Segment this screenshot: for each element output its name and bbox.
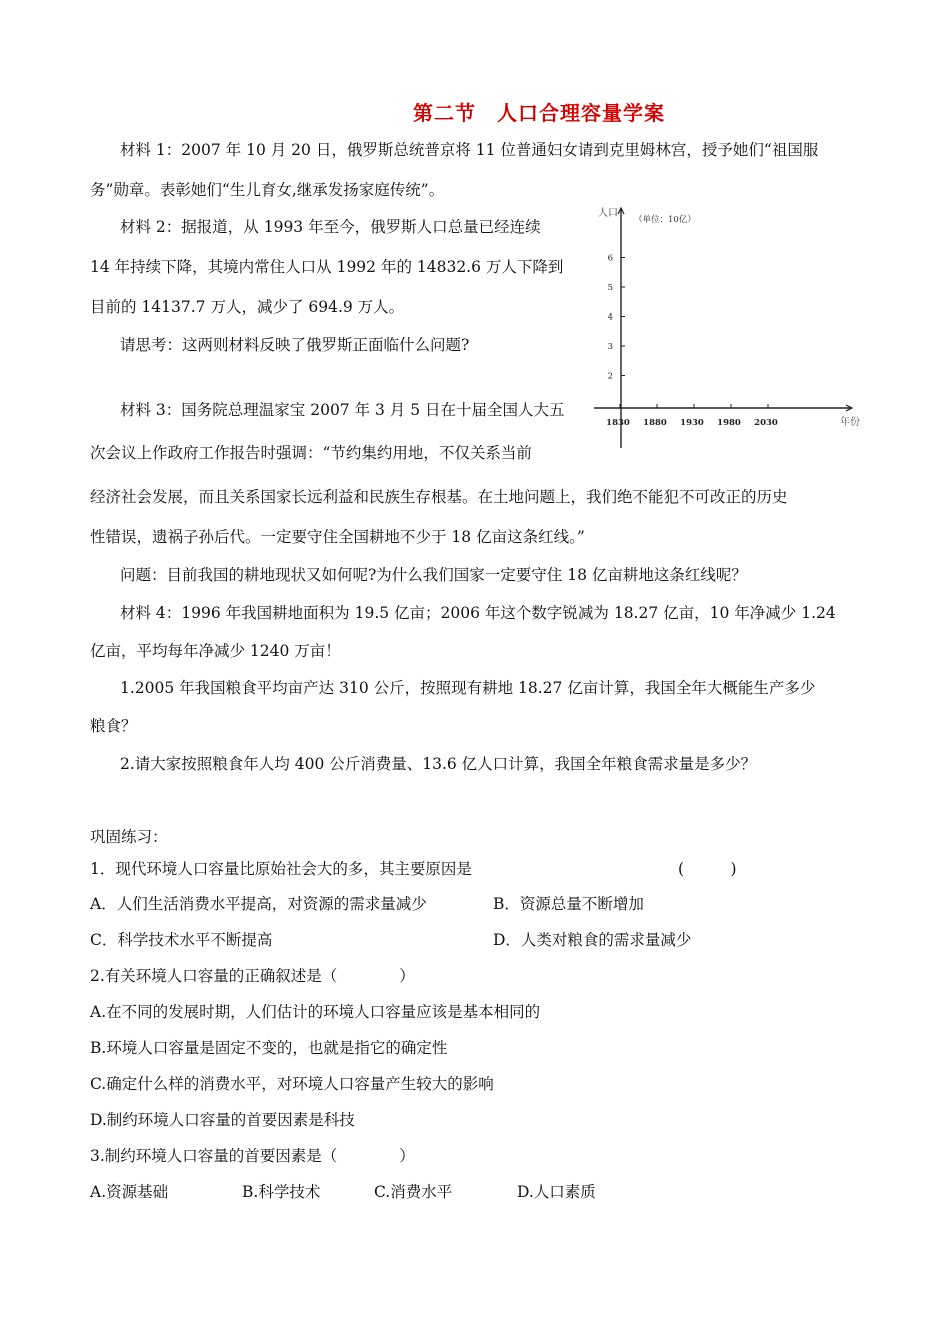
x-tick-label: 2030 [754, 418, 778, 428]
material2-line2: 14 年持续下降，其境内常住人口从 1992 年的 14832.6 万人下降到 [90, 258, 564, 276]
exercise-q3-option-c[interactable]: C.消费水平 [374, 1183, 453, 1201]
q2-text: 2.请大家按照粮食年人均 400 公斤消费量、13.6 亿人口计算，我国全年粮食需求量是多少？ [120, 755, 757, 773]
material3-line3: 经济社会发展，而且关系国家长远利益和民族生存根基。在土地问题上，我们绝不能犯不可改正的历史 [90, 488, 788, 506]
y-tick-label: 3 [607, 342, 613, 352]
exercise-q1-stem: 1．现代环境人口容量比原始社会大的多，其主要原因是 [90, 860, 472, 878]
exercise-q2-option-d[interactable]: D.制约环境人口容量的首要因素是科技 [90, 1111, 355, 1129]
exercise-q2-stem: 2.有关环境人口容量的正确叙述是（ ） [90, 967, 415, 985]
x-tick-label: 1830 [606, 418, 630, 428]
exercise-q2-option-a[interactable]: A.在不同的发展时期，人们估计的环境人口容量应该是基本相同的 [90, 1003, 541, 1021]
exercise-q1-option-a[interactable]: A．人们生活消费水平提高，对资源的需求量减少 [90, 895, 427, 913]
material3-line1: 材料 3：国务院总理温家宝 2007 年 3 月 5 日在十届全国人大五 [120, 401, 565, 419]
exercise-q3-option-b[interactable]: B.科学技术 [242, 1183, 321, 1201]
exercise-q2-option-b[interactable]: B.环境人口容量是固定不变的，也就是指它的确定性 [90, 1039, 448, 1057]
population-chart [590, 200, 870, 450]
x-tick-label: 1930 [680, 418, 704, 428]
material4-line1: 材料 4：1996 年我国耕地面积为 19.5 亿亩；2006 年这个数字锐减为 18.27 亿亩，10 年净减少 1.24 [120, 604, 836, 622]
material2-line1: 材料 2：据报道，从 1993 年至今，俄罗斯人口总量已经连续 [120, 218, 541, 236]
x-tick-label: 1980 [717, 418, 741, 428]
exercise-q3-stem: 3.制约环境人口容量的首要因素是（ ） [90, 1147, 415, 1165]
q1-line2: 粮食？ [90, 717, 137, 735]
exercise-q3-option-d[interactable]: D.人口素质 [517, 1183, 596, 1201]
exercise-heading: 巩固练习： [90, 828, 168, 846]
y-tick-label: 2 [607, 371, 613, 382]
exercise-q1-option-c[interactable]: C．科学技术水平不断提高 [90, 931, 273, 949]
exercise-q2-option-c[interactable]: C.确定什么样的消费水平，对环境人口容量产生较大的影响 [90, 1075, 494, 1093]
page-title: 第二节 人口合理容量学案 [413, 101, 665, 125]
y-tick-label: 5 [607, 283, 613, 293]
question-text: 问题：目前我国的耕地现状又如何呢?为什么我们国家一定要守住 18 亿亩耕地这条红线呢？ [120, 566, 747, 584]
q1-line1: 1.2005 年我国粮食平均亩产达 310 公斤，按照现有耕地 18.27 亿亩计算，我国全年大概能生产多少 [120, 679, 816, 697]
material3-line4: 性错误，遗祸子孙后代。一定要守住全国耕地不少于 18 亿亩这条红线。” [90, 528, 585, 546]
exercise-q1-option-b[interactable]: B．资源总量不断增加 [493, 895, 644, 913]
exercise-q1-bracket: ( ) [678, 860, 737, 878]
unit-label: （单位：10亿） [634, 215, 696, 225]
exercise-q1-option-d[interactable]: D．人类对粮食的需求量减少 [493, 931, 692, 949]
y-tick-label: 4 [607, 312, 613, 323]
think-question: 请思考：这两则材料反映了俄罗斯正面临什么问题? [120, 336, 470, 354]
x-axis-label: 年份 [840, 417, 860, 428]
material1-line2: 务”勋章。表彰她们“生儿育女,继承发扬家庭传统”。 [90, 181, 445, 199]
material2-line3: 目前的 14137.7 万人，减少了 694.9 万人。 [90, 298, 405, 316]
material1-line1: 材料 1：2007 年 10 月 20 日，俄罗斯总统普京将 11 位普通妇女请到克里姆林宫，授予她们“祖国服 [120, 141, 819, 159]
y-axis-label: 人口 [598, 208, 618, 219]
y-tick-label: 6 [607, 253, 613, 264]
material3-line2: 次会议上作政府工作报告时强调：“节约集约用地，不仅关系当前 [90, 444, 532, 462]
exercise-q3-option-a[interactable]: A.资源基础 [90, 1183, 169, 1201]
material4-line2: 亿亩，平均每年净减少 1240 万亩！ [90, 642, 341, 660]
x-tick-label: 1880 [643, 418, 667, 428]
